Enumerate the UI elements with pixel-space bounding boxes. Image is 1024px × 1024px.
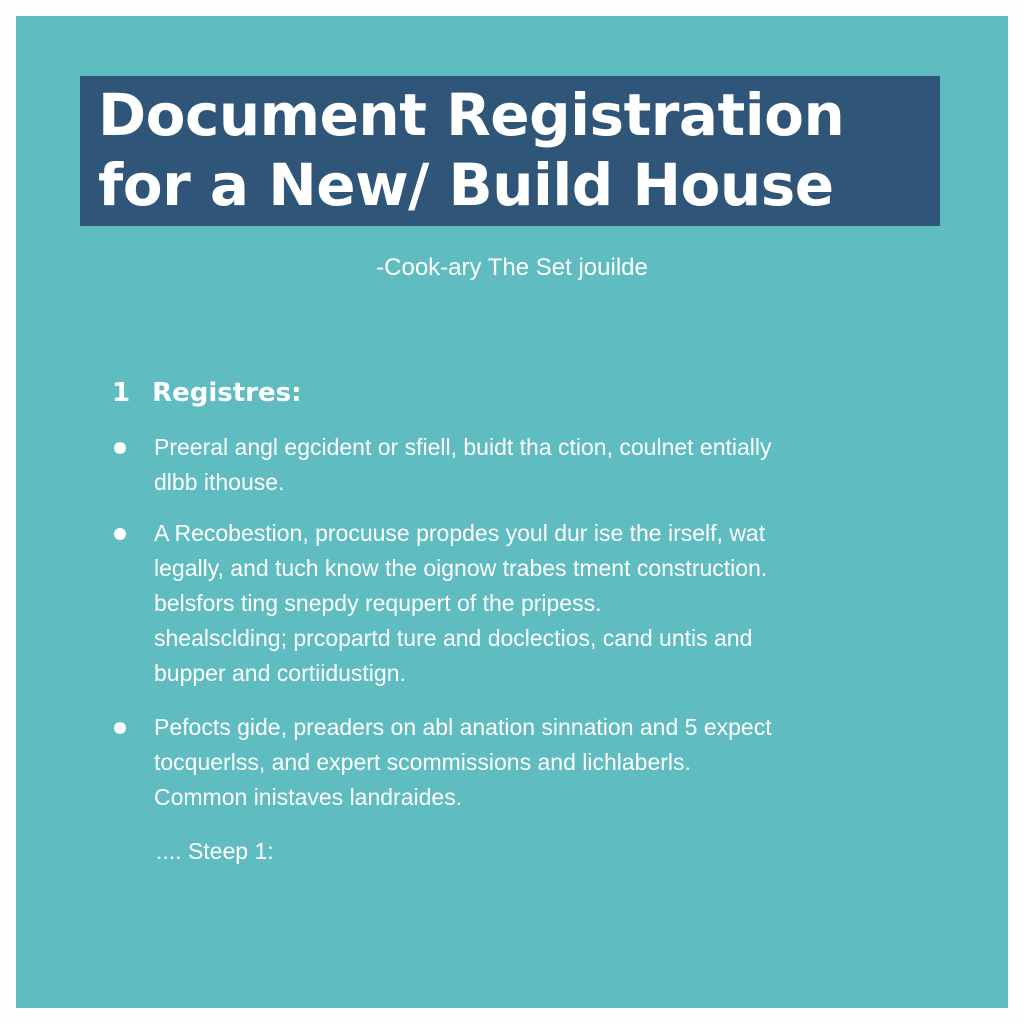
list-item-line: belsfors ting snepdy requpert of the pripess. bbox=[154, 590, 602, 616]
section-heading bbox=[112, 378, 302, 408]
list-item-line: A Recobestion, procuuse propdes youl dur ise the irself, wat bbox=[154, 520, 766, 546]
list-item-line: bupper and cortiidustign. bbox=[154, 660, 406, 686]
section-title: Registres: bbox=[152, 378, 302, 408]
title-line-2: for a New/ Build House bbox=[98, 151, 834, 219]
subtitle: -Cook-ary The Set jouilde bbox=[376, 254, 648, 281]
title-banner bbox=[80, 76, 940, 226]
list-item-line: dlbb ithouse. bbox=[154, 469, 285, 495]
list-item-line: tocquerlss, and expert scommissions and lichlaberls. bbox=[154, 749, 691, 775]
content-panel bbox=[16, 16, 1008, 1008]
section-number: 1 bbox=[112, 378, 131, 408]
bullet-dot-icon bbox=[114, 528, 126, 540]
list-item-line: Pefocts gide, preaders on abl anation sinnation and 5 expect bbox=[154, 714, 772, 740]
step-label: .... Steep 1: bbox=[156, 838, 274, 864]
list-item-line: Preeral angl egcident or sfiell, buidt tha ction, coulnet entially bbox=[154, 434, 772, 460]
list-item bbox=[154, 516, 954, 691]
bullet-dot-icon bbox=[114, 442, 126, 454]
bullet-dot-icon bbox=[114, 722, 126, 734]
list-item bbox=[154, 710, 954, 815]
list-item bbox=[154, 430, 954, 500]
list-item-line: Common inistaves landraides. bbox=[154, 784, 463, 810]
list-item-line: shealsclding; prcopartd ture and doclectios, cand untis and bbox=[154, 625, 753, 651]
title-line-1: Document Registration bbox=[98, 81, 845, 149]
list-item-line: legally, and tuch know the oignow trabes tment construction. bbox=[154, 555, 768, 581]
